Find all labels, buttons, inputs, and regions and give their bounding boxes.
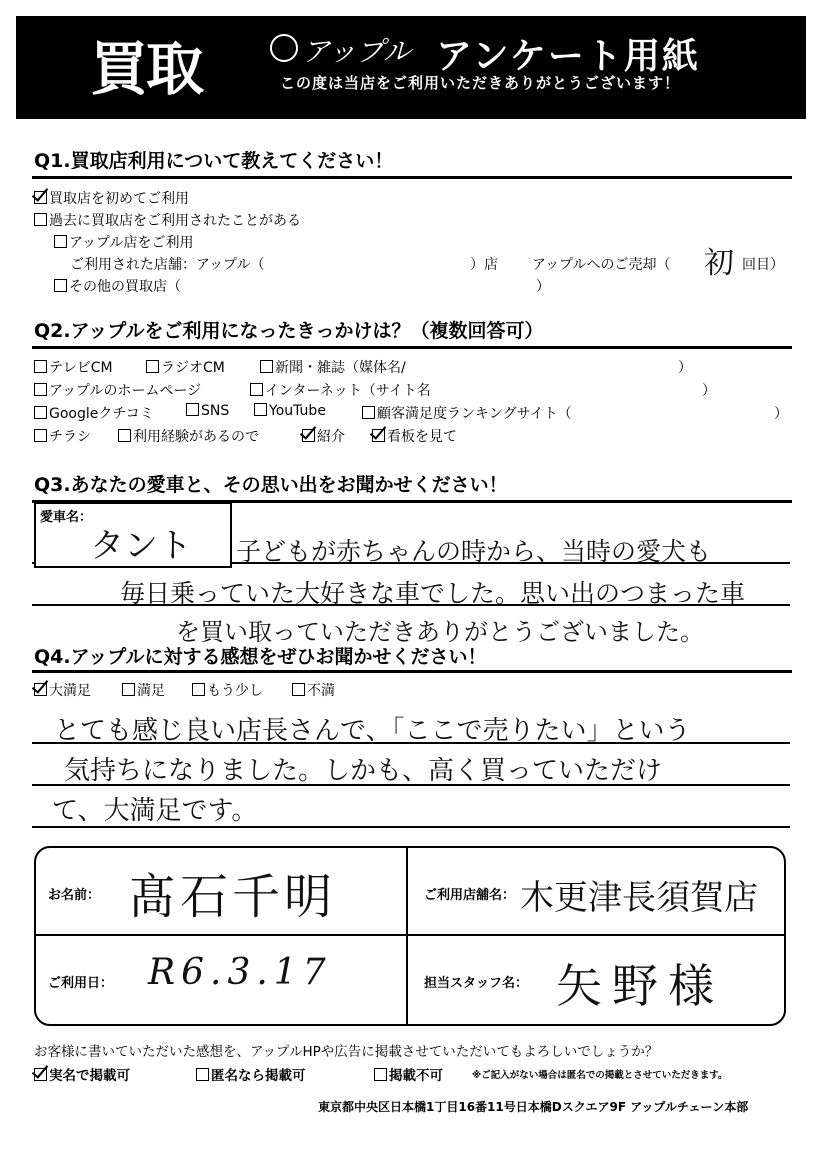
checkbox-checked-icon[interactable] (34, 191, 47, 204)
q1-visit-suffix: 回目） (742, 257, 784, 273)
q4-option-unsatisfied[interactable]: 不満 (292, 680, 335, 700)
q2-option-radio[interactable]: ラジオCM (146, 357, 225, 377)
checkbox-icon[interactable] (34, 360, 47, 373)
q2-option-referral[interactable]: 紹介 (302, 426, 345, 446)
consent-real-name[interactable]: 実名で掲載可 (34, 1064, 130, 1084)
car-name-label: 愛車名： (40, 510, 93, 525)
q1-visit-count[interactable]: 初 (704, 246, 734, 281)
checkbox-icon[interactable] (196, 1068, 209, 1081)
checkbox-icon[interactable] (186, 403, 199, 416)
q1-option-first[interactable]: 買取店を初めてご利用 (34, 188, 189, 208)
q3-memory-line-2[interactable]: 毎日乗っていた大好きな車でした。思い出のつまった車 (120, 579, 746, 608)
name-label: お名前： (48, 888, 101, 903)
checkbox-icon[interactable] (34, 213, 47, 226)
kaitori-logo: 買取 (90, 35, 203, 103)
q2-option-signboard[interactable]: 看板を見て (372, 426, 457, 446)
checkbox-icon[interactable] (34, 406, 47, 419)
q4-title: Q4.アップルに対する感想をぜひお聞かせください！ (34, 646, 487, 668)
q3-memory-line-3[interactable]: を買い取っていただきありがとうございました。 (176, 618, 704, 646)
store-label: ご利用店舗名： (424, 888, 516, 903)
date-label: ご利用日： (48, 976, 114, 991)
q2-option-google[interactable]: Googleクチコミ (34, 403, 154, 423)
name-value[interactable]: 髙石千明 (128, 869, 337, 925)
checkbox-icon[interactable] (146, 360, 159, 373)
consent-anonymous[interactable]: 匿名なら掲載可 (196, 1064, 306, 1084)
checkbox-checked-icon[interactable] (372, 429, 385, 442)
date-value[interactable]: R6.3.17 (148, 952, 332, 993)
q4-option-very-satisfied[interactable]: 大満足 (34, 680, 91, 700)
consent-no[interactable]: 掲載不可 (374, 1064, 443, 1084)
q1-store-suffix: ）店 (470, 257, 498, 273)
staff-label: 担当スタッフ名： (424, 976, 529, 991)
q2-internet-close: ） (702, 383, 716, 399)
q2-option-ranking[interactable]: 顧客満足度ランキングサイト（ (362, 403, 572, 423)
q3-title: Q3.あなたの愛車と、その思い出をお聞かせください！ (34, 474, 508, 496)
q2-option-internet[interactable]: インターネット（サイト名 (250, 380, 431, 400)
checkbox-icon[interactable] (54, 279, 67, 292)
table-horizontal-divider (34, 934, 784, 936)
q2-option-tv[interactable]: テレビCM (34, 357, 113, 377)
checkbox-icon[interactable] (118, 429, 131, 442)
checkbox-icon[interactable] (254, 403, 267, 416)
q2-ranking-close: ） (774, 406, 788, 422)
q1-title: Q1.買取店利用について教えてください！ (34, 150, 394, 172)
checkbox-icon[interactable] (54, 235, 67, 248)
q2-option-sns[interactable]: SNS (186, 403, 229, 419)
consent-note: ※ご記入がない場合は匿名での掲載とさせていただきます。 (472, 1070, 728, 1081)
q4-option-a-bit[interactable]: もう少し (192, 680, 263, 700)
q1-visit-label: アップルへのご売却（ (532, 257, 671, 273)
q1-other-close: ） (536, 279, 550, 295)
q3-memory-line-1[interactable]: 子どもが赤ちゃんの時から、当時の愛犬も (236, 537, 712, 566)
q2-news-close: ） (678, 360, 692, 376)
checkbox-icon[interactable] (260, 360, 273, 373)
q4-impression-line-1[interactable]: とても感じ良い店長さんで、「ここで売りたい」という (54, 716, 691, 746)
store-value[interactable]: 木更津長須賀店 (520, 878, 758, 918)
consent-question: お客様に書いていただいた感想を、アップルHPや広告に掲載させていただいてもよろしいでしょうか？ (34, 1044, 659, 1060)
checkbox-icon[interactable] (250, 383, 263, 396)
q2-option-experience[interactable]: 利用経験があるので (118, 426, 259, 446)
q2-divider (32, 346, 792, 349)
q2-option-flyer[interactable]: チラシ (34, 426, 91, 446)
q1-option-past[interactable]: 過去に買取店をご利用されたことがある (34, 210, 301, 230)
q2-option-homepage[interactable]: アップルのホームページ (34, 380, 201, 400)
staff-value[interactable]: 矢野様 (556, 959, 724, 1013)
q2-title: Q2.アップルをご利用になったきっかけは？（複数回答可） (34, 320, 544, 342)
q4-divider (32, 670, 792, 673)
checkbox-checked-icon[interactable] (302, 429, 315, 442)
checkbox-icon[interactable] (192, 683, 205, 696)
checkbox-icon[interactable] (34, 383, 47, 396)
header-subtitle: この度は当店をご利用いただきありがとうございます！ (280, 74, 681, 92)
checkbox-icon[interactable] (374, 1068, 387, 1081)
q2-option-youtube[interactable]: YouTube (254, 403, 326, 419)
form-title: アンケート用紙 (436, 36, 700, 77)
checkbox-checked-icon[interactable] (34, 1068, 47, 1081)
q4-impression-line-2[interactable]: 気持ちになりました。しかも、高く買っていただけ (64, 756, 663, 786)
q4-option-satisfied[interactable]: 満足 (122, 680, 165, 700)
table-vertical-divider (406, 846, 408, 1026)
q1-store-label: ご利用された店舗：アップル（ (70, 257, 265, 273)
q1-divider (32, 176, 792, 179)
checkbox-icon[interactable] (292, 683, 305, 696)
checkbox-icon[interactable] (362, 406, 375, 419)
checkbox-icon[interactable] (122, 683, 135, 696)
q4-impression-line-3[interactable]: て、大満足です。 (52, 796, 258, 826)
q2-option-news[interactable]: 新聞・雑誌（媒体名/ (260, 357, 406, 377)
checkbox-icon[interactable] (34, 429, 47, 442)
q1-option-other[interactable]: その他の買取店（ (54, 276, 181, 296)
apple-logo-icon (270, 34, 298, 62)
brand-name: アップル (302, 35, 411, 68)
footer-address: 東京都中央区日本橋1丁目16番11号日本橋Dスクエア9F アップルチェーン本部 (318, 1100, 749, 1114)
car-name-value[interactable]: タント (90, 526, 192, 566)
checkbox-checked-icon[interactable] (34, 683, 47, 696)
q1-option-apple[interactable]: アップル店をご利用 (54, 232, 193, 252)
